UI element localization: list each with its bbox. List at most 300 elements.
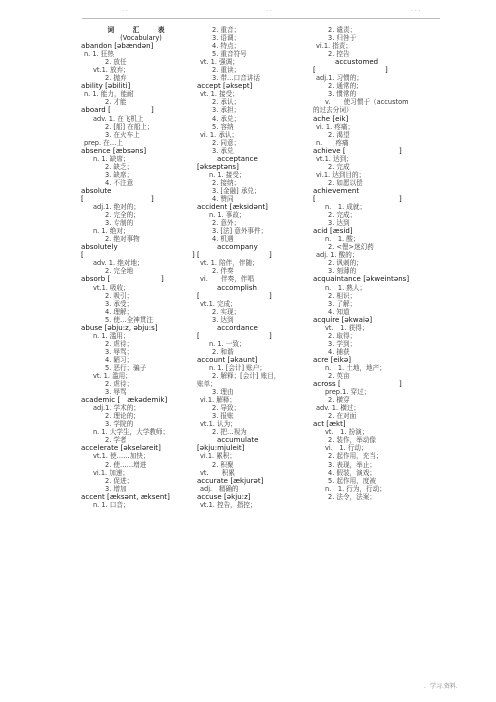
- definition-line: [81, 115, 207, 123]
- line-text: adj. 1. 酸的；: [316, 251, 359, 260]
- definition-line: [81, 155, 207, 163]
- line-text: vi.1. 加速；: [93, 468, 129, 477]
- line-text: 2. 起作用，充当；: [328, 452, 383, 461]
- definition-line: [197, 66, 323, 74]
- line-text: vi. 1. 承认；: [200, 130, 239, 139]
- definition-line: [313, 340, 439, 348]
- line-text: 4. 机遇: [212, 235, 234, 244]
- line-text: 2. 接纳；: [212, 178, 241, 187]
- line-text: 2. 和谐: [212, 347, 234, 356]
- definition-line: [81, 227, 207, 235]
- line-text: 3. 专制的: [105, 219, 134, 228]
- definition-line: [313, 211, 439, 219]
- line-text: 3. 在火车上: [105, 130, 140, 139]
- definition-line: [81, 332, 207, 340]
- line-text: adj.1. 习惯的；: [316, 74, 363, 83]
- definition-line: [197, 50, 323, 58]
- line-text: 2. 虐待；: [105, 380, 134, 389]
- definition-line: [313, 98, 439, 106]
- definition-line: [81, 300, 207, 308]
- definition-line: [313, 477, 439, 485]
- definition-line: [313, 372, 439, 380]
- definition-line: [197, 372, 323, 380]
- line-text: accumulate: [217, 436, 259, 445]
- definition-line: [313, 235, 439, 243]
- line-text: aboard [: [81, 106, 111, 115]
- definition-line: [313, 259, 439, 267]
- definition-line: [197, 388, 323, 396]
- line-text: 2. 伴奏: [212, 267, 234, 276]
- definition-line: [197, 380, 323, 388]
- definition-line: [313, 219, 439, 227]
- definition-line: [197, 34, 323, 42]
- line-text: ability [əbiliti]: [81, 82, 131, 91]
- headword-line: [197, 284, 323, 292]
- definition-line: [197, 171, 323, 179]
- line-text: 2. 绝对事物: [105, 235, 140, 244]
- line-text: 2. 横穿: [328, 396, 350, 405]
- header-center-mark: . .: [266, 6, 272, 13]
- line-text: 2. 吸引；: [105, 291, 134, 300]
- header-left-mark: . .: [122, 6, 128, 13]
- headword-line: [197, 155, 323, 163]
- line-text: 2. 在对面: [328, 412, 357, 421]
- bracket-close: ]: [399, 146, 402, 155]
- line-text: n. 1. 能力，能耐: [84, 90, 134, 99]
- line-text: 3. 报账: [212, 412, 234, 421]
- line-text: vi.1. 达到目的；: [316, 170, 366, 179]
- definition-line: [81, 340, 207, 348]
- headword-line: [81, 82, 207, 90]
- line-text: [: [81, 194, 84, 203]
- bracket-close: ]: [269, 291, 272, 300]
- line-text: 3. 增加: [105, 484, 127, 493]
- line-text: n. 1. 口音；: [93, 500, 130, 509]
- definition-line: [313, 106, 439, 114]
- definition-line: [81, 179, 207, 187]
- line-text: acid [æsid]: [313, 227, 353, 236]
- line-text: 3. 承兑: [212, 146, 234, 155]
- definition-line: [81, 501, 207, 509]
- definition-line: [81, 171, 207, 179]
- definition-line: [81, 461, 207, 469]
- definition-line: [197, 300, 323, 308]
- definition-line: [197, 58, 323, 66]
- line-text: acre [eikə]: [313, 355, 352, 364]
- definition-line: [197, 219, 323, 227]
- headword-line: [81, 324, 207, 332]
- definition-line: [197, 404, 323, 412]
- definition-line: [313, 131, 439, 139]
- line-text: 5. 恶行；骗子: [105, 363, 147, 372]
- line-text: acquire [əkwaiə]: [313, 315, 373, 324]
- line-text: accordance: [217, 323, 258, 332]
- line-text: 2. 促进；: [105, 476, 134, 485]
- definition-line: [197, 396, 323, 404]
- line-text: (Vocabulary): [120, 34, 162, 43]
- line-text: 2. 缺乏；: [105, 162, 134, 171]
- definition-line: [197, 74, 323, 82]
- definition-line: [313, 452, 439, 460]
- line-text: vt. 1. 滥用；: [93, 372, 132, 381]
- definition-line: [81, 123, 207, 131]
- definition-line: [197, 179, 323, 187]
- line-text: 2. 使……增进: [105, 460, 147, 469]
- line-text: 2. 重音；: [212, 26, 241, 34]
- line-text: accurate [ækjurət]: [197, 476, 264, 485]
- definition-line: [313, 179, 439, 187]
- line-text: prep. 在…上: [84, 138, 123, 147]
- line-text: accuse [əkju:z]: [197, 492, 251, 501]
- line-text: 2. 英亩: [328, 372, 350, 381]
- headword-line: [197, 332, 323, 340]
- line-text: accelerate [əkseləreit]: [81, 444, 161, 453]
- bracket-close: ]: [161, 275, 164, 284]
- line-text: 2. 完成；: [328, 211, 357, 220]
- line-text: 2. 才能: [105, 98, 127, 107]
- bracket-close: ]: [269, 251, 272, 260]
- definition-line: [81, 452, 207, 460]
- line-text: 3. 理由: [212, 388, 234, 397]
- headword-line: [197, 251, 323, 259]
- headword-line: [81, 396, 207, 404]
- line-text: 3. 表现，举止；: [328, 460, 376, 469]
- definition-line: [197, 147, 323, 155]
- line-text: 2. 积聚: [212, 460, 234, 469]
- line-text: n. 1. 一致；: [209, 339, 246, 348]
- headword-line: [313, 227, 439, 235]
- definition-line: [197, 428, 323, 436]
- line-text: n. 1. 行为，行动；: [325, 484, 386, 493]
- definition-line: [313, 74, 439, 82]
- line-text: vt. 1. 接受；: [200, 90, 239, 99]
- definition-line: [197, 340, 323, 348]
- definition-line: [313, 243, 439, 251]
- line-text: adv. 1. 绝对地；: [93, 259, 144, 268]
- line-text: accustomed: [335, 58, 379, 67]
- definition-line: [197, 115, 323, 123]
- definition-line: [197, 420, 323, 428]
- line-text: 4. 陋习；: [105, 355, 134, 364]
- definition-line: [197, 123, 323, 131]
- line-text: vt. 积累: [200, 468, 235, 477]
- definition-line: [81, 34, 207, 42]
- definition-line: [313, 388, 439, 396]
- headword-line: [313, 147, 439, 155]
- headword-line: [313, 316, 439, 324]
- definition-line: [313, 324, 439, 332]
- line-text: vt. 1. 扮演；: [325, 428, 369, 437]
- definition-line: [197, 98, 323, 106]
- line-text: achievement: [313, 186, 360, 195]
- bracket-close: ]: [399, 380, 402, 389]
- line-text: 5. 容纳: [212, 122, 234, 131]
- line-text: vt.1. 放弃；: [93, 66, 130, 75]
- definition-line: [313, 364, 439, 372]
- line-text: 2. 完全地: [105, 267, 134, 276]
- definition-line: [197, 187, 323, 195]
- definition-line: [313, 300, 439, 308]
- headword-line: [313, 187, 439, 195]
- headword-line: [197, 436, 323, 444]
- bracket-close: ]: [151, 106, 154, 115]
- definition-line: [81, 348, 207, 356]
- line-text: vt.1. 认为；: [200, 420, 237, 429]
- page-header: [0, 0, 496, 20]
- definition-line: [81, 203, 207, 211]
- definition-line: [313, 292, 439, 300]
- definition-line: [81, 66, 207, 74]
- definition-line: [313, 493, 439, 501]
- definition-line: [313, 171, 439, 179]
- line-text: n. 1. 大学生，大学教师；: [93, 428, 170, 437]
- line-text: across [: [313, 380, 341, 389]
- definition-line: [313, 284, 439, 292]
- definition-line: [81, 308, 207, 316]
- line-text: 3. 惯常的: [328, 90, 357, 99]
- line-text: 2. 虐待；: [105, 339, 134, 348]
- line-text: [əkju:mjuleit]: [197, 444, 245, 453]
- headword-line: [313, 66, 439, 74]
- headword-line: [313, 195, 439, 203]
- header-right-mark: . . .: [411, 6, 421, 13]
- definition-line: [81, 26, 207, 34]
- line-text: 2. 同意；: [212, 138, 241, 147]
- line-text: 3. 辱骂；: [105, 347, 134, 356]
- definition-line: [81, 90, 207, 98]
- definition-line: [313, 26, 439, 34]
- line-text: accompany: [217, 243, 258, 252]
- line-text: 3. 带…口音讲话: [212, 74, 260, 83]
- definition-line: [313, 123, 439, 131]
- line-text: 4. 不注意: [105, 178, 134, 187]
- definition-line: [197, 106, 323, 114]
- definition-line: [313, 332, 439, 340]
- definition-line: [81, 284, 207, 292]
- definition-line: [197, 348, 323, 356]
- definition-line: [81, 364, 207, 372]
- definition-line: [313, 50, 439, 58]
- definition-line: [313, 444, 439, 452]
- headword-line: [313, 380, 439, 388]
- line-text: n. 1. 土地，地产；: [325, 363, 386, 372]
- headword-line: [81, 444, 207, 452]
- definition-line: [81, 58, 207, 66]
- definition-line: [81, 436, 207, 444]
- definition-line: [81, 388, 207, 396]
- line-text: [: [197, 291, 200, 300]
- definition-line: [197, 131, 323, 139]
- headword-line: [81, 187, 207, 195]
- line-text: 3. 学院的: [105, 420, 134, 429]
- line-text: 2. 抛弃: [105, 74, 127, 83]
- line-text: n. 1. 缺席；: [93, 154, 130, 163]
- column-2: [197, 26, 323, 509]
- line-text: 4. 假装，演戏；: [328, 468, 376, 477]
- line-text: 2. 意外；: [212, 219, 241, 228]
- bracket-close: ]: [192, 251, 195, 260]
- definition-line: [81, 380, 207, 388]
- line-text: 2. 理论的；: [105, 412, 140, 421]
- definition-line: [81, 372, 207, 380]
- line-text: academic [ ækədemik]: [81, 396, 168, 405]
- line-text: n. 1. [会计] 账户；: [209, 363, 266, 372]
- line-text: 2. 法令，法案；: [328, 492, 376, 501]
- line-text: vi. 伴奏，伴唱: [200, 275, 254, 284]
- definition-line: [81, 404, 207, 412]
- line-text: 3. 达到: [328, 219, 350, 228]
- line-text: adj. 精确的: [200, 484, 239, 493]
- column-3: [313, 26, 439, 501]
- definition-line: [81, 356, 207, 364]
- headword-line: [313, 115, 439, 123]
- definition-line: [313, 42, 439, 50]
- definition-line: [81, 477, 207, 485]
- line-text: n. 1. 事故；: [209, 211, 246, 220]
- line-text: accomplish: [217, 283, 258, 292]
- line-text: vt.1. 控告，指控；: [200, 500, 257, 509]
- line-text: 2. [船] 在船上；: [105, 122, 154, 131]
- column-1: [81, 26, 207, 509]
- definition-line: [197, 275, 323, 283]
- line-text: 2. 通常的；: [328, 82, 363, 91]
- definition-line: [197, 235, 323, 243]
- line-text: 3. [法] 意外事件；: [212, 227, 268, 236]
- definition-line: [81, 485, 207, 493]
- line-text: adv. 1. 在飞机上: [93, 114, 144, 123]
- headword-line: [197, 82, 323, 90]
- line-text: 2. 把…视为: [212, 428, 247, 437]
- line-text: 2. 放任: [105, 58, 127, 67]
- headword-line: [81, 275, 207, 283]
- line-text: adv. 1. 横过；: [316, 404, 360, 413]
- bracket-close: ]: [269, 331, 272, 340]
- definition-line: [313, 404, 439, 412]
- line-text: 2. 控告: [328, 50, 350, 59]
- line-text: 3. 承受；: [105, 299, 134, 308]
- headword-line: [197, 477, 323, 485]
- definition-line: [81, 139, 207, 147]
- definition-line: [197, 461, 323, 469]
- headword-line: [197, 444, 323, 452]
- headword-line: [81, 195, 207, 203]
- line-text: adj.1. 学术的；: [93, 404, 140, 413]
- header-rule: [82, 18, 440, 19]
- definition-line: [313, 485, 439, 493]
- headword-line: [313, 275, 439, 283]
- line-text: vt. 1. 获得；: [325, 323, 369, 332]
- headword-line: [81, 493, 207, 501]
- definition-line: [197, 90, 323, 98]
- line-text: 4. 理解；: [105, 307, 134, 316]
- line-text: [: [197, 331, 200, 340]
- line-text: 2. <俚>迷幻药: [328, 243, 374, 252]
- definition-line: [197, 267, 323, 275]
- line-text: prep.1. 穿过；: [325, 388, 371, 397]
- line-text: achieve [: [313, 146, 346, 155]
- definition-line: [313, 267, 439, 275]
- definition-line: [81, 259, 207, 267]
- definition-line: [197, 501, 323, 509]
- line-text: n. 1. 熟人；: [325, 283, 367, 292]
- definition-line: [313, 436, 439, 444]
- definition-line: [313, 412, 439, 420]
- line-text: 4. 特点；: [212, 42, 241, 51]
- line-text: 3. 缺席；: [105, 170, 134, 179]
- line-text: v. 使习惯于（accustom: [325, 98, 409, 107]
- headword-line: [197, 203, 323, 211]
- line-text: [: [313, 66, 316, 75]
- line-text: 5. 起作用，度被: [328, 476, 376, 485]
- line-text: 词 汇 表: [107, 26, 171, 34]
- line-text: 4. 承兑；: [212, 114, 241, 123]
- definition-line: [197, 42, 323, 50]
- definition-line: [313, 251, 439, 259]
- line-text: vt.1. 完成；: [200, 299, 237, 308]
- line-text: acquaintance [əkweintəns]: [313, 275, 410, 284]
- line-text: 2. 装作，举动像: [328, 436, 376, 445]
- line-text: 2. 讽刺的；: [328, 259, 363, 268]
- line-text: [əkseptəns]: [197, 162, 239, 171]
- line-text: 2. 完成: [328, 162, 350, 171]
- line-text: vi.1. 累积；: [200, 452, 236, 461]
- definition-line: [197, 26, 323, 34]
- line-text: accident [æksidənt]: [197, 203, 268, 212]
- line-text: 2. 学者: [105, 436, 127, 445]
- line-text: act [ækt]: [313, 420, 346, 429]
- line-text: vi.1. 指责；: [316, 42, 352, 51]
- line-text: 2. 导致；: [212, 404, 241, 413]
- headword-line: [81, 251, 207, 259]
- definition-line: [197, 316, 323, 324]
- line-text: vt.1. 使……加快；: [93, 452, 150, 461]
- definition-line: [313, 469, 439, 477]
- headword-line: [313, 420, 439, 428]
- line-text: [: [313, 194, 316, 203]
- line-text: 3. [金融] 承兑；: [212, 186, 261, 195]
- definition-line: [81, 163, 207, 171]
- line-text: 2. 相识；: [328, 291, 357, 300]
- line-text: absolutely: [81, 243, 118, 252]
- page-footer: ．学习.资料．: [424, 683, 462, 690]
- line-text: 2. 渴望: [328, 130, 350, 139]
- line-text: vt. 1. 陪伴，伴随；: [200, 259, 259, 268]
- line-text: account [əkaunt]: [197, 355, 258, 364]
- definition-line: [81, 412, 207, 420]
- definition-line: [313, 163, 439, 171]
- line-text: 3. 承担；: [212, 106, 241, 115]
- line-text: 账单；: [197, 380, 217, 389]
- line-text: 2. 完全的；: [105, 211, 140, 220]
- definition-line: [197, 227, 323, 235]
- line-text: 4. 赞同: [212, 194, 234, 203]
- headword-line: [197, 493, 323, 501]
- line-text: adj.1. 绝对的；: [93, 203, 140, 212]
- line-text: [: [197, 251, 200, 260]
- line-text: abandon [əbændən]: [81, 42, 154, 51]
- line-text: [: [81, 251, 84, 260]
- line-text: 4. 知道: [328, 307, 350, 316]
- headword-line: [197, 324, 323, 332]
- line-text: 5. 使…全神贯注: [105, 315, 153, 324]
- definition-line: [197, 195, 323, 203]
- line-text: 4. 捕获: [328, 347, 350, 356]
- line-text: vi.1. 解释；: [200, 396, 236, 405]
- headword-line: [197, 356, 323, 364]
- definition-line: [81, 211, 207, 219]
- definition-line: [197, 259, 323, 267]
- line-text: 2. 如愿以偿: [328, 178, 363, 187]
